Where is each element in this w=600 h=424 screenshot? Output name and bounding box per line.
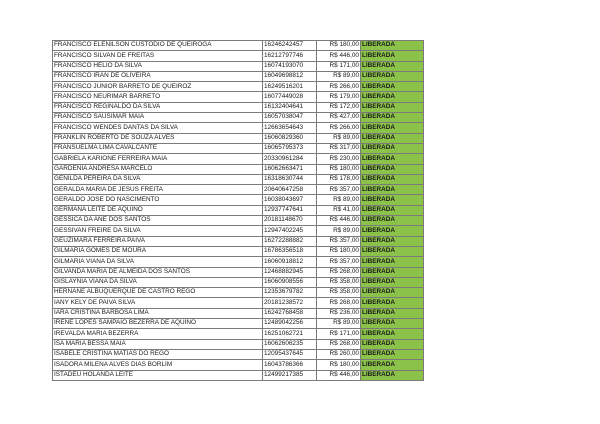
number-cell: 20330961284 bbox=[263, 154, 317, 164]
value-cell: R$ 180,00 bbox=[317, 164, 361, 174]
status-cell: LIBERADA bbox=[361, 298, 424, 308]
number-cell: 16242768458 bbox=[263, 308, 317, 318]
status-cell: LIBERADA bbox=[361, 164, 424, 174]
status-cell: LIBERADA bbox=[361, 288, 424, 298]
status-cell: LIBERADA bbox=[361, 257, 424, 267]
status-cell: LIBERADA bbox=[361, 329, 424, 339]
table-row bbox=[53, 257, 424, 267]
number-cell: 16038043697 bbox=[263, 195, 317, 205]
name-cell: FRANCISCO SILVAN DE FREITAS bbox=[53, 51, 263, 61]
status-cell: LIBERADA bbox=[361, 82, 424, 92]
status-cell: LIBERADA bbox=[361, 308, 424, 318]
status-cell: LIBERADA bbox=[361, 154, 424, 164]
value-cell: R$ 180,00 bbox=[317, 246, 361, 256]
value-cell: R$ 446,00 bbox=[317, 216, 361, 226]
value-cell: R$ 171,00 bbox=[317, 61, 361, 71]
name-cell: ISTADEU HOLANDA LEITE bbox=[53, 370, 263, 380]
name-cell: FRANCISCO JUNIOR BARRETO DE QUEIROZ bbox=[53, 82, 263, 92]
status-cell: LIBERADA bbox=[361, 92, 424, 102]
name-cell: GERALDA MARIA DE JESUS FREITA bbox=[53, 185, 263, 195]
value-cell: R$ 178,00 bbox=[317, 174, 361, 184]
value-cell: R$ 41,00 bbox=[317, 205, 361, 215]
table-row bbox=[53, 102, 424, 112]
table-row bbox=[53, 339, 424, 349]
name-cell: GERALDO JOSE DO NASCIMENTO bbox=[53, 195, 263, 205]
table-row bbox=[53, 195, 424, 205]
value-cell: R$ 180,00 bbox=[317, 360, 361, 370]
number-cell: 16132404641 bbox=[263, 102, 317, 112]
table-row bbox=[53, 164, 424, 174]
status-cell: LIBERADA bbox=[361, 246, 424, 256]
table-body bbox=[53, 41, 424, 381]
number-cell: 16060829360 bbox=[263, 133, 317, 143]
number-cell: 12947402245 bbox=[263, 226, 317, 236]
value-cell: R$ 89,00 bbox=[317, 71, 361, 81]
name-cell: GESSIVAN FREIRE DA SILVA bbox=[53, 226, 263, 236]
number-cell: 20640647258 bbox=[263, 185, 317, 195]
number-cell: 16212797746 bbox=[263, 51, 317, 61]
value-cell: R$ 172,00 bbox=[317, 102, 361, 112]
name-cell: GEUZIMARA FERREIRA PAIVA bbox=[53, 236, 263, 246]
status-cell: LIBERADA bbox=[361, 216, 424, 226]
table-row bbox=[53, 360, 424, 370]
name-cell: GABRIELA KARIONE FERREIRA MAIA bbox=[53, 154, 263, 164]
number-cell: 12468882945 bbox=[263, 267, 317, 277]
status-cell: LIBERADA bbox=[361, 226, 424, 236]
status-cell: LIBERADA bbox=[361, 71, 424, 81]
number-cell: 16272288882 bbox=[263, 236, 317, 246]
name-cell: GILMARIA GOMES DE MOURA bbox=[53, 246, 263, 256]
status-cell: LIBERADA bbox=[361, 205, 424, 215]
value-cell: R$ 427,00 bbox=[317, 113, 361, 123]
table-row bbox=[53, 226, 424, 236]
name-cell: GARDENIA ANDRESA MARCELO bbox=[53, 164, 263, 174]
value-cell: R$ 180,00 bbox=[317, 41, 361, 51]
name-cell: GESSICA DA ANE DOS SANTOS bbox=[53, 216, 263, 226]
value-cell: R$ 358,00 bbox=[317, 288, 361, 298]
value-cell: R$ 357,00 bbox=[317, 185, 361, 195]
table-row bbox=[53, 51, 424, 61]
status-cell: LIBERADA bbox=[361, 185, 424, 195]
table-row bbox=[53, 92, 424, 102]
value-cell: R$ 260,00 bbox=[317, 349, 361, 359]
name-cell: ISABELE CRISTINA MATIAS DO REGO bbox=[53, 349, 263, 359]
status-cell: LIBERADA bbox=[361, 102, 424, 112]
number-cell: 16249516201 bbox=[263, 82, 317, 92]
value-cell: R$ 358,00 bbox=[317, 277, 361, 287]
name-cell: FRANCISCO IRAN DE OLIVEIRA bbox=[53, 71, 263, 81]
value-cell: R$ 230,00 bbox=[317, 154, 361, 164]
table-row bbox=[53, 113, 424, 123]
name-cell: GILVANDA MARIA DE ALMEIDA DOS SANTOS bbox=[53, 267, 263, 277]
status-cell: LIBERADA bbox=[361, 267, 424, 277]
status-cell: LIBERADA bbox=[361, 61, 424, 71]
status-cell: LIBERADA bbox=[361, 349, 424, 359]
status-cell: LIBERADA bbox=[361, 41, 424, 51]
table-row bbox=[53, 123, 424, 133]
status-cell: LIBERADA bbox=[361, 174, 424, 184]
status-cell: LIBERADA bbox=[361, 195, 424, 205]
name-cell: GILMARIA VIANA DA SILVA bbox=[53, 257, 263, 267]
name-cell: IARA CRISTINA BARBOSA LIMA bbox=[53, 308, 263, 318]
number-cell: 16062663471 bbox=[263, 164, 317, 174]
status-cell: LIBERADA bbox=[361, 133, 424, 143]
number-cell: 16057038047 bbox=[263, 113, 317, 123]
status-cell: LIBERADA bbox=[361, 236, 424, 246]
number-cell: 16043786366 bbox=[263, 360, 317, 370]
number-cell: 12937747641 bbox=[263, 205, 317, 215]
name-cell: IREVALDA MARIA BEZERRA bbox=[53, 329, 263, 339]
table-row bbox=[53, 143, 424, 153]
value-cell: R$ 268,00 bbox=[317, 267, 361, 277]
name-cell: FRANCISCO HELIO DA SILVA bbox=[53, 61, 263, 71]
name-cell: FRANCISCO REGINALDO DA SILVA bbox=[53, 102, 263, 112]
status-cell: LIBERADA bbox=[361, 319, 424, 329]
table-row bbox=[53, 41, 424, 51]
name-cell: FRANSUELMA LIMA CAVALCANTE bbox=[53, 143, 263, 153]
table-row bbox=[53, 174, 424, 184]
table-row bbox=[53, 370, 424, 380]
value-cell: R$ 268,00 bbox=[317, 339, 361, 349]
table-row bbox=[53, 82, 424, 92]
number-cell: 16251062721 bbox=[263, 329, 317, 339]
value-cell: R$ 266,00 bbox=[317, 82, 361, 92]
name-cell: ISADORA MILENA ALVES DIAS BORLIM bbox=[53, 360, 263, 370]
number-cell: 16060918812 bbox=[263, 257, 317, 267]
table-row bbox=[53, 319, 424, 329]
table-row bbox=[53, 185, 424, 195]
table-row bbox=[53, 349, 424, 359]
table-row bbox=[53, 277, 424, 287]
value-cell: R$ 89,00 bbox=[317, 133, 361, 143]
table-row bbox=[53, 154, 424, 164]
name-cell: IANY KELY DE PAIVA SILVA bbox=[53, 298, 263, 308]
number-cell: 16077449028 bbox=[263, 92, 317, 102]
value-cell: R$ 266,00 bbox=[317, 123, 361, 133]
number-cell: 16074193070 bbox=[263, 61, 317, 71]
name-cell: ISA MARIA BESSA MAIA bbox=[53, 339, 263, 349]
beneficiary-table bbox=[52, 40, 424, 381]
value-cell: R$ 446,00 bbox=[317, 51, 361, 61]
number-cell: 16246242457 bbox=[263, 41, 317, 51]
table-row bbox=[53, 133, 424, 143]
status-cell: LIBERADA bbox=[361, 277, 424, 287]
value-cell: R$ 89,00 bbox=[317, 195, 361, 205]
status-cell: LIBERADA bbox=[361, 51, 424, 61]
status-cell: LIBERADA bbox=[361, 123, 424, 133]
number-cell: 12663654643 bbox=[263, 123, 317, 133]
name-cell: GISLAYNIA VIANA DA SILVA bbox=[53, 277, 263, 287]
status-cell: LIBERADA bbox=[361, 143, 424, 153]
table-row bbox=[53, 236, 424, 246]
table-row bbox=[53, 216, 424, 226]
number-cell: 12499217385 bbox=[263, 370, 317, 380]
name-cell: IRENE LOPES SAMPAIO BEZERRA DE AQUINO bbox=[53, 319, 263, 329]
number-cell: 16062606235 bbox=[263, 339, 317, 349]
number-cell: 12489042256 bbox=[263, 319, 317, 329]
table-row bbox=[53, 267, 424, 277]
table-row bbox=[53, 71, 424, 81]
table-row bbox=[53, 308, 424, 318]
table-row bbox=[53, 61, 424, 71]
table-row bbox=[53, 329, 424, 339]
value-cell: R$ 357,00 bbox=[317, 236, 361, 246]
number-cell: 16060908556 bbox=[263, 277, 317, 287]
name-cell: FRANKLIN ROBERTO DE SOUZA ALVES bbox=[53, 133, 263, 143]
number-cell: 16049698812 bbox=[263, 71, 317, 81]
name-cell: GENILDA PEREIRA DA SILVA bbox=[53, 174, 263, 184]
status-cell: LIBERADA bbox=[361, 339, 424, 349]
value-cell: R$ 446,00 bbox=[317, 370, 361, 380]
value-cell: R$ 236,00 bbox=[317, 308, 361, 318]
name-cell: FRANCISCO SAUSIMAR MAIA bbox=[53, 113, 263, 123]
number-cell: 20181238572 bbox=[263, 298, 317, 308]
value-cell: R$ 179,00 bbox=[317, 92, 361, 102]
name-cell: GERMANA LEITE DE AQUINO bbox=[53, 205, 263, 215]
table-row bbox=[53, 298, 424, 308]
value-cell: R$ 268,00 bbox=[317, 298, 361, 308]
number-cell: 16065795373 bbox=[263, 143, 317, 153]
value-cell: R$ 357,00 bbox=[317, 257, 361, 267]
number-cell: 16786356518 bbox=[263, 246, 317, 256]
value-cell: R$ 89,00 bbox=[317, 226, 361, 236]
table-row bbox=[53, 288, 424, 298]
value-cell: R$ 317,00 bbox=[317, 143, 361, 153]
number-cell: 16318630744 bbox=[263, 174, 317, 184]
name-cell: HERNANE ALBUQUERQUE DE CASTRO REGO bbox=[53, 288, 263, 298]
table-row bbox=[53, 205, 424, 215]
name-cell: FRANCISCO NEURIMAR BARRETO bbox=[53, 92, 263, 102]
table-row bbox=[53, 246, 424, 256]
name-cell: FRANCISCO ELENILSON CUSTODIO DE QUEIROGA bbox=[53, 41, 263, 51]
status-cell: LIBERADA bbox=[361, 360, 424, 370]
value-cell: R$ 89,00 bbox=[317, 319, 361, 329]
number-cell: 20181148670 bbox=[263, 216, 317, 226]
status-cell: LIBERADA bbox=[361, 370, 424, 380]
number-cell: 12095437645 bbox=[263, 349, 317, 359]
value-cell: R$ 171,00 bbox=[317, 329, 361, 339]
name-cell: FRANCISCO WENDES DANTAS DA SILVA bbox=[53, 123, 263, 133]
status-cell: LIBERADA bbox=[361, 113, 424, 123]
number-cell: 12353679782 bbox=[263, 288, 317, 298]
